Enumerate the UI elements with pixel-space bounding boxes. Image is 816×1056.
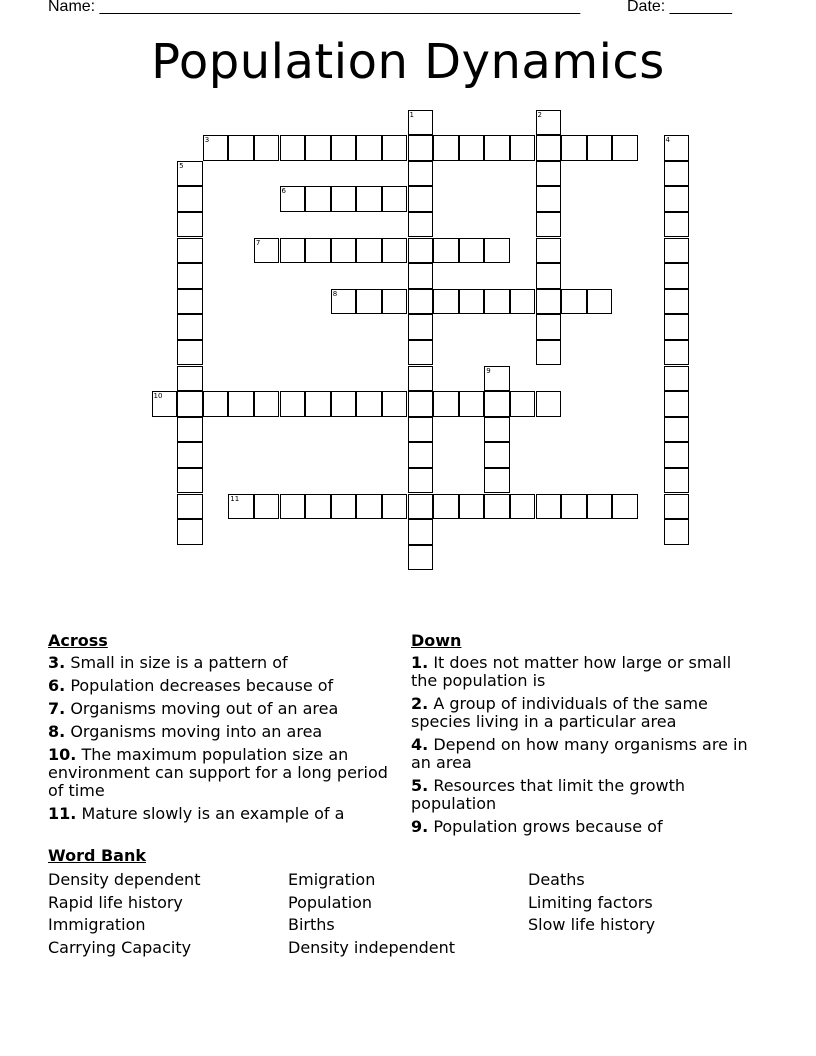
crossword-cell[interactable] [408,212,434,238]
crossword-cell[interactable] [664,417,690,443]
crossword-cell[interactable] [408,468,434,494]
crossword-cell[interactable] [536,391,562,417]
crossword-cell[interactable] [484,417,510,443]
crossword-cell[interactable] [536,238,562,264]
clue-number-label: 4 [665,136,670,145]
word-bank-heading: Word Bank [48,846,147,865]
clue-number: 1. [411,653,429,672]
name-field[interactable]: Name: ______________________________________________________ [48,0,581,15]
crossword-cell[interactable] [664,212,690,238]
crossword-cell[interactable] [459,238,485,264]
crossword-cell[interactable] [254,135,280,161]
crossword-cell[interactable] [331,391,357,417]
crossword-cell[interactable] [280,238,306,264]
word-bank [48,846,768,959]
clue-across-11 [48,805,398,823]
crossword-cell[interactable] [664,186,690,212]
clue-number-label: 1 [409,110,414,119]
crossword-cell[interactable] [536,314,562,340]
crossword-cell[interactable] [177,340,203,366]
clue-text: Resources that limit the growth population [411,776,685,813]
crossword-cell[interactable] [408,519,434,545]
clue-number-label: 11 [230,494,240,503]
crossword-cell[interactable] [177,494,203,520]
crossword-cell[interactable] [664,519,690,545]
crossword-cell[interactable] [177,186,203,212]
crossword-cell[interactable] [177,161,203,187]
crossword-cell[interactable] [177,519,203,545]
clue-across-3 [48,654,398,672]
crossword-cell[interactable] [433,238,459,264]
crossword-cell[interactable] [356,135,382,161]
clue-down-1 [411,654,761,690]
crossword-cell[interactable] [228,135,254,161]
crossword-cell[interactable] [356,289,382,315]
crossword-cell[interactable] [280,391,306,417]
crossword-cell[interactable] [408,545,434,571]
crossword-cell[interactable] [612,494,638,520]
crossword-cell[interactable] [177,366,203,392]
crossword-cell[interactable] [408,238,434,264]
crossword-cell[interactable] [536,263,562,289]
across-heading: Across [48,631,108,650]
crossword-cell[interactable] [510,494,536,520]
crossword-cell[interactable] [305,391,331,417]
crossword-cell[interactable] [484,238,510,264]
down-heading: Down [411,631,462,650]
crossword-cell[interactable] [587,289,613,315]
clue-text: It does not matter how large or small the population is [411,653,732,690]
clue-number-label: 10 [153,392,163,401]
crossword-cell[interactable] [664,442,690,468]
crossword-cell[interactable] [203,135,229,161]
clue-number: 8. [48,722,66,741]
crossword-cell[interactable] [536,135,562,161]
crossword-cell[interactable] [536,110,562,136]
crossword-cell[interactable] [254,391,280,417]
crossword-cell[interactable] [484,494,510,520]
crossword-cell[interactable] [587,494,613,520]
clue-number-label: 3 [204,136,210,145]
crossword-cell[interactable] [408,263,434,289]
word-bank-item: Carrying Capacity [48,937,192,957]
crossword-cell[interactable] [433,391,459,417]
crossword-cell[interactable] [408,442,434,468]
crossword-cell[interactable] [382,289,408,315]
crossword-cell[interactable] [408,314,434,340]
word-bank-item: Births [288,915,335,934]
clue-number: 5. [411,776,429,795]
crossword-cell[interactable] [331,186,357,212]
crossword-cell[interactable] [408,186,434,212]
crossword-cell[interactable] [664,263,690,289]
crossword-cell[interactable] [331,494,357,520]
crossword-cell[interactable] [664,340,690,366]
clue-number-label: 9 [486,366,491,375]
clue-number-label: 8 [332,289,338,298]
crossword-cell[interactable] [484,391,510,417]
clue-number: 10. [48,745,77,764]
clue-down-4 [411,736,761,772]
word-bank-item: Immigration [48,915,146,934]
crossword-cell[interactable] [177,238,203,264]
crossword-cell[interactable] [356,238,382,264]
crossword-cell[interactable] [433,494,459,520]
clue-number-label: 7 [255,238,261,247]
crossword-cell[interactable] [561,289,587,315]
crossword-cell[interactable] [484,468,510,494]
clue-number-label: 2 [537,110,542,119]
clue-number: 11. [48,804,77,823]
crossword-cell[interactable] [664,391,690,417]
crossword-cell[interactable] [305,238,331,264]
clue-across-7 [48,700,398,718]
crossword-cell[interactable] [177,391,203,417]
word-bank-item [528,937,768,960]
crossword-cell[interactable] [177,442,203,468]
crossword-cell[interactable] [280,135,306,161]
date-field[interactable]: Date: _______ [627,0,732,15]
crossword-cell[interactable] [510,391,536,417]
crossword-cell[interactable] [433,289,459,315]
crossword-cell[interactable] [280,186,306,212]
crossword-cell[interactable] [408,340,434,366]
word-bank-item: Emigration [288,870,376,889]
crossword-cell[interactable] [587,135,613,161]
crossword-cell[interactable] [612,135,638,161]
crossword-cell[interactable] [664,494,690,520]
crossword-cell[interactable] [484,366,510,392]
crossword-cell[interactable] [536,340,562,366]
clue-across-6 [48,677,398,695]
crossword-cell[interactable] [280,494,306,520]
crossword-cell[interactable] [177,417,203,443]
crossword-cell[interactable] [536,212,562,238]
crossword-cell[interactable] [408,366,434,392]
crossword-cell[interactable] [664,161,690,187]
clue-text: Depend on how many organisms are in an area [411,735,748,772]
crossword-cell[interactable] [408,494,434,520]
crossword-cell[interactable] [484,289,510,315]
clue-down-5 [411,777,761,813]
crossword-cell[interactable] [382,391,408,417]
crossword-cell[interactable] [305,494,331,520]
clue-number: 4. [411,735,429,754]
crossword-cell[interactable] [408,161,434,187]
crossword-cell[interactable] [356,391,382,417]
down-clues [411,631,761,841]
clue-text: Organisms moving out of an area [70,699,339,718]
crossword-cell[interactable] [536,494,562,520]
crossword-cell[interactable] [254,238,280,264]
crossword-cell[interactable] [664,468,690,494]
crossword-cell[interactable] [664,289,690,315]
word-bank-item: Deaths [528,870,585,889]
clue-number: 7. [48,699,66,718]
crossword-cell[interactable] [408,110,434,136]
crossword-cell[interactable] [536,289,562,315]
crossword-cell[interactable] [228,391,254,417]
clue-number: 2. [411,694,429,713]
crossword-cell[interactable] [561,494,587,520]
clue-text: A group of individuals of the same species living in a particular area [411,694,708,731]
clue-text: Small in size is a pattern of [70,653,288,672]
crossword-cell[interactable] [382,186,408,212]
clue-number-label: 5 [179,161,184,170]
crossword-cell[interactable] [408,135,434,161]
clue-down-2 [411,695,761,731]
crossword-cell[interactable] [177,468,203,494]
clue-text: Mature slowly is an example of a [81,804,345,823]
word-bank-item: Limiting factors [528,892,653,912]
crossword-cell[interactable] [433,135,459,161]
crossword-cell[interactable] [331,135,357,161]
page-title: Population Dynamics [151,34,665,90]
clue-text: Population grows because of [433,817,663,836]
crossword-cell[interactable] [331,289,357,315]
clue-across-8 [48,723,398,741]
crossword-cell[interactable] [664,238,690,264]
crossword-cell[interactable] [305,186,331,212]
clue-text: Population decreases because of [70,676,334,695]
crossword-cell[interactable] [356,494,382,520]
clue-text: The maximum population size an environment can support for a long period of time [48,745,388,800]
crossword-cell[interactable] [664,135,690,161]
across-clues [48,631,398,828]
crossword-cell[interactable] [177,212,203,238]
crossword-cell[interactable] [459,135,485,161]
crossword-cell[interactable] [510,289,536,315]
crossword-cell[interactable] [536,186,562,212]
word-bank-item: Slow life history [528,915,656,934]
crossword-cell[interactable] [331,238,357,264]
crossword-cell[interactable] [356,186,382,212]
word-bank-item: Population [288,892,373,912]
crossword-cell[interactable] [664,314,690,340]
crossword-cell[interactable] [203,391,229,417]
crossword-cell[interactable] [254,494,280,520]
clue-number: 3. [48,653,66,672]
clue-number: 6. [48,676,66,695]
crossword-cell[interactable] [177,314,203,340]
crossword-cell[interactable] [382,135,408,161]
crossword-cell[interactable] [408,289,434,315]
crossword-cell[interactable] [459,391,485,417]
crossword-cell[interactable] [484,135,510,161]
crossword-cell[interactable] [177,289,203,315]
clue-text: Organisms moving into an area [70,722,323,741]
word-bank-item: Density independent [288,937,456,957]
crossword-cell[interactable] [459,289,485,315]
crossword-cell[interactable] [152,391,178,417]
crossword-cell[interactable] [510,135,536,161]
crossword-cell[interactable] [561,135,587,161]
clue-down-9 [411,818,761,836]
crossword-cell[interactable] [177,263,203,289]
clue-across-10 [48,746,398,800]
crossword-cell[interactable] [305,135,331,161]
clue-number-label: 6 [281,187,286,196]
crossword-cell[interactable] [228,494,254,520]
crossword-cell[interactable] [382,494,408,520]
word-bank-item: Rapid life history [48,892,183,912]
crossword-cell[interactable] [382,238,408,264]
crossword-cell[interactable] [484,442,510,468]
crossword-cell[interactable] [459,494,485,520]
crossword-cell[interactable] [408,391,434,417]
crossword-cell[interactable] [408,417,434,443]
word-bank-item: Density dependent [48,870,201,889]
clue-number: 9. [411,817,429,836]
crossword-cell[interactable] [536,161,562,187]
crossword-cell[interactable] [664,366,690,392]
